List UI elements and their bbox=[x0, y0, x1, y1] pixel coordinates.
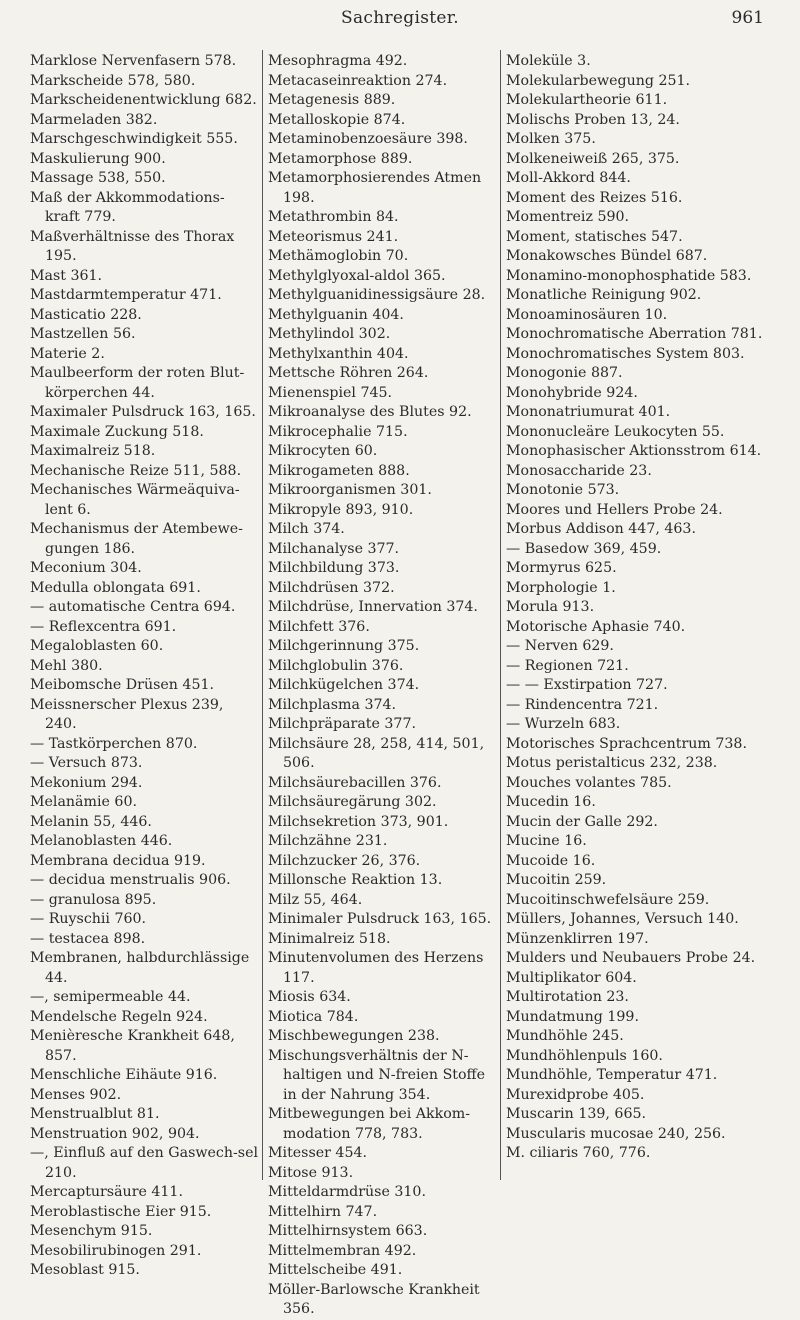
index-entry: Mechanische Reize 511, 588. bbox=[30, 462, 242, 479]
index-entry: Medulla oblongata 691. bbox=[30, 579, 201, 596]
index-entry: Moleküle 3. bbox=[506, 53, 591, 69]
index-entry: Maulbeerform der roten Blut-körperchen 44. bbox=[30, 365, 245, 401]
index-entry: Molekularbewegung 251. bbox=[506, 72, 691, 89]
index-entry: — decidua menstrualis 906. bbox=[30, 872, 231, 888]
index-entry: Millonsche Reaktion 13. bbox=[268, 872, 443, 888]
index-entry: Moment des Reizes 516. bbox=[506, 189, 683, 206]
index-entry: Mesophragma 492. bbox=[268, 53, 408, 69]
index-entry: Mononucleäre Leukocyten 55. bbox=[506, 423, 725, 440]
index-entry: Menses 902. bbox=[30, 1086, 122, 1103]
index-entry: Menstrualblut 81. bbox=[30, 1106, 160, 1122]
page-number: 961 bbox=[731, 8, 764, 28]
index-entry: Maskulierung 900. bbox=[30, 150, 166, 167]
index-entry: Möller-Barlowsche Krankheit 356. bbox=[268, 1281, 480, 1317]
index-entry: Moll-Akkord 844. bbox=[506, 170, 631, 186]
index-entry: Milchglobulin 376. bbox=[268, 657, 404, 674]
index-entry: — — Exstirpation 727. bbox=[506, 677, 668, 693]
index-entry: Monochromatisches System 803. bbox=[506, 345, 745, 362]
index-entry: Momentreiz 590. bbox=[506, 209, 630, 225]
index-entry: Milchgerinnung 375. bbox=[268, 638, 420, 654]
index-entry: Monohybride 924. bbox=[506, 384, 638, 401]
index-entry: Metamorphosierendes Atmen 198. bbox=[268, 170, 482, 206]
index-entry: Molken 375. bbox=[506, 131, 596, 147]
index-entry: Mehl 380. bbox=[30, 657, 103, 674]
index-entry: Mikrocyten 60. bbox=[268, 443, 378, 459]
index-entry: Metalloskopie 874. bbox=[268, 111, 406, 128]
index-entry: Mitbewegungen bei Akkom-modation 778, 783. bbox=[268, 1106, 471, 1142]
index-entry: Milchsekretion 373, 901. bbox=[268, 813, 449, 830]
index-entry: Molekulartheorie 611. bbox=[506, 92, 668, 108]
index-entry: Milz 55, 464. bbox=[268, 891, 363, 908]
index-entry: Massage 538, 550. bbox=[30, 170, 166, 186]
index-entry: — testacea 898. bbox=[30, 930, 146, 947]
index-entry: Milchbildung 373. bbox=[268, 560, 400, 576]
index-entry: Monoaminosäuren 10. bbox=[506, 306, 668, 323]
index-entry: Mittelhirn 747. bbox=[268, 1203, 378, 1220]
index-entry: Monatliche Reinigung 902. bbox=[506, 287, 702, 303]
index-entry: Mendelsche Regeln 924. bbox=[30, 1008, 208, 1025]
index-column-1 bbox=[30, 52, 258, 1281]
index-entry: Motorische Aphasie 740. bbox=[506, 618, 686, 635]
index-entry: — Tastkörperchen 870. bbox=[30, 735, 198, 752]
index-entry: Mucine 16. bbox=[506, 833, 587, 849]
index-entry: Milchzucker 26, 376. bbox=[268, 852, 421, 869]
index-entry: Milchdrüse, Innervation 374. bbox=[268, 599, 478, 615]
index-entry: Murexidprobe 405. bbox=[506, 1086, 645, 1103]
index-entry: Metacaseinreaktion 274. bbox=[268, 72, 448, 89]
index-entry: Markscheidenentwicklung 682. bbox=[30, 92, 257, 108]
index-entry: Mucedin 16. bbox=[506, 794, 596, 810]
index-entry: — Basedow 369, 459. bbox=[506, 540, 662, 557]
index-entry: — Reflexcentra 691. bbox=[30, 618, 177, 635]
index-entry: Milchsäure 28, 258, 414, 501, 506. bbox=[268, 735, 485, 771]
index-entry: Morula 913. bbox=[506, 599, 595, 615]
page-header bbox=[0, 8, 800, 38]
index-entry: Mundatmung 199. bbox=[506, 1008, 639, 1025]
index-entry: — Versuch 873. bbox=[30, 755, 143, 771]
index-entry: Monakowsches Bündel 687. bbox=[506, 248, 708, 264]
index-entry: Mettsche Röhren 264. bbox=[268, 365, 429, 381]
index-entry: Milchsäurebacillen 376. bbox=[268, 774, 442, 791]
index-entry: — Wurzeln 683. bbox=[506, 716, 621, 732]
index-entry: Mikrogameten 888. bbox=[268, 462, 410, 479]
index-entry: Mikroanalyse des Blutes 92. bbox=[268, 404, 472, 420]
index-entry: Mittelhirnsystem 663. bbox=[268, 1223, 428, 1239]
index-entry: Motorisches Sprachcentrum 738. bbox=[506, 735, 747, 752]
index-entry: Moores und Hellers Probe 24. bbox=[506, 501, 723, 518]
index-entry: Methylglyoxal-aldol 365. bbox=[268, 267, 446, 284]
index-column-2 bbox=[268, 52, 496, 1320]
index-entry: Methylguanidinessigsäure 28. bbox=[268, 287, 486, 303]
index-entry: Mundhöhle 245. bbox=[506, 1028, 624, 1044]
index-entry: Mitose 913. bbox=[268, 1164, 354, 1181]
index-entry: Mundhöhle, Temperatur 471. bbox=[506, 1067, 718, 1083]
index-entry: Masticatio 228. bbox=[30, 306, 142, 323]
index-entry: Motus peristalticus 232, 238. bbox=[506, 755, 718, 771]
index-entry: Miotica 784. bbox=[268, 1008, 359, 1025]
index-entry: Maximaler Pulsdruck 163, 165. bbox=[30, 404, 256, 420]
index-entry: Melanämie 60. bbox=[30, 794, 137, 810]
index-entry: Menschliche Eihäute 916. bbox=[30, 1067, 218, 1083]
index-entry: Milchdrüsen 372. bbox=[268, 579, 395, 596]
index-entry: Meroblastische Eier 915. bbox=[30, 1203, 212, 1220]
index-entry: — Ruyschii 760. bbox=[30, 911, 147, 927]
index-entry: Monotonie 573. bbox=[506, 482, 620, 498]
index-entry: Melanin 55, 446. bbox=[30, 813, 152, 830]
index-entry: M. ciliaris 760, 776. bbox=[506, 1145, 651, 1161]
index-entry: Melanoblasten 446. bbox=[30, 833, 173, 849]
index-entry: Membrana decidua 919. bbox=[30, 852, 206, 869]
index-entry: Mucoide 16. bbox=[506, 852, 596, 869]
index-entry: Marschgeschwindigkeit 555. bbox=[30, 131, 238, 147]
index-entry: —, semipermeable 44. bbox=[30, 989, 191, 1005]
index-entry: Mesenchym 915. bbox=[30, 1223, 153, 1239]
index-entry: Molkeneiweiß 265, 375. bbox=[506, 150, 680, 167]
index-entry: Mikropyle 893, 910. bbox=[268, 501, 414, 518]
index-entry: Mienenspiel 745. bbox=[268, 384, 393, 401]
index-entry: Meconium 304. bbox=[30, 560, 142, 576]
index-entry: Mesoblast 915. bbox=[30, 1262, 140, 1278]
index-entry: Muscarin 139, 665. bbox=[506, 1106, 647, 1122]
index-entry: Milchfett 376. bbox=[268, 618, 370, 635]
index-entry: Maß der Akkommodations-kraft 779. bbox=[30, 189, 225, 225]
index-entry: Morphologie 1. bbox=[506, 579, 616, 596]
index-entry: Metathrombin 84. bbox=[268, 209, 399, 225]
page-title: Sachregister. bbox=[341, 8, 459, 28]
index-entry: Mercaptursäure 411. bbox=[30, 1184, 183, 1200]
index-entry: Molischs Proben 13, 24. bbox=[506, 111, 680, 128]
index-entry: Mischbewegungen 238. bbox=[268, 1028, 440, 1044]
index-entry: Milchsäuregärung 302. bbox=[268, 794, 437, 810]
index-entry: Morbus Addison 447, 463. bbox=[506, 521, 696, 537]
index-entry: Maximale Zuckung 518. bbox=[30, 423, 204, 440]
index-entry: — Rindencentra 721. bbox=[506, 696, 659, 713]
index-entry: Methylguanin 404. bbox=[268, 306, 404, 323]
index-entry: Monophasischer Aktionsstrom 614. bbox=[506, 443, 762, 459]
index-entry: Membranen, halbdurchlässige 44. bbox=[30, 950, 250, 986]
index-column-3 bbox=[506, 52, 768, 1164]
index-entry: Mechanisches Wärmeäquiva-lent 6. bbox=[30, 482, 240, 518]
index-entry: Mouches volantes 785. bbox=[506, 774, 672, 791]
index-entry: Menstruation 902, 904. bbox=[30, 1125, 200, 1142]
index-columns bbox=[0, 52, 800, 1317]
index-entry: Maximalreiz 518. bbox=[30, 443, 156, 459]
index-entry: Mikrocephalie 715. bbox=[268, 423, 408, 440]
index-entry: Mitteldarmdrüse 310. bbox=[268, 1184, 426, 1200]
index-entry: Maßverhältnisse des Thorax 195. bbox=[30, 228, 235, 264]
index-entry: Mastdarmtemperatur 471. bbox=[30, 287, 222, 303]
index-entry: Meissnerscher Plexus 239, 240. bbox=[30, 696, 224, 732]
index-entry: Mucin der Galle 292. bbox=[506, 813, 658, 830]
index-entry: Monogonie 887. bbox=[506, 365, 623, 381]
index-entry: Milch 374. bbox=[268, 521, 345, 537]
index-entry: Methylindol 302. bbox=[268, 326, 391, 342]
index-entry: — automatische Centra 694. bbox=[30, 599, 236, 615]
index-entry: — granulosa 895. bbox=[30, 891, 157, 908]
index-entry: Monochromatische Aberration 781. bbox=[506, 326, 763, 342]
index-entry: Miosis 634. bbox=[268, 989, 351, 1005]
index-entry: Metagenesis 889. bbox=[268, 92, 396, 108]
index-entry: Minimaler Pulsdruck 163, 165. bbox=[268, 911, 492, 927]
index-entry: — Nerven 629. bbox=[506, 638, 614, 654]
index-entry: Mittelscheibe 491. bbox=[268, 1262, 403, 1278]
index-entry: Muscularis mucosae 240, 256. bbox=[506, 1125, 726, 1142]
index-entry: Multiplikator 604. bbox=[506, 969, 637, 986]
index-entry: Mischungsverhältnis der N-haltigen und N-freien Stoffe in der Nahrung 354. bbox=[268, 1047, 486, 1103]
index-entry: Mittelmembran 492. bbox=[268, 1242, 417, 1259]
index-entry: Mulders und Neubauers Probe 24. bbox=[506, 950, 756, 966]
index-entry: Materie 2. bbox=[30, 345, 105, 362]
index-entry: Milchpräparate 377. bbox=[268, 716, 416, 732]
index-entry: Monamino-monophosphatide 583. bbox=[506, 267, 752, 284]
index-entry: Minutenvolumen des Herzens 117. bbox=[268, 950, 484, 986]
index-entry: Megaloblasten 60. bbox=[30, 638, 164, 654]
index-entry: Milchkügelchen 374. bbox=[268, 677, 420, 693]
index-entry: Milchzähne 231. bbox=[268, 833, 388, 849]
index-entry: Mechanismus der Atembewe-gungen 186. bbox=[30, 521, 243, 557]
index-entry: Mast 361. bbox=[30, 267, 103, 284]
index-entry: Mitesser 454. bbox=[268, 1145, 368, 1161]
index-entry: Monosaccharide 23. bbox=[506, 462, 652, 479]
index-entry: Methylxanthin 404. bbox=[268, 345, 409, 362]
index-entry: Metamorphose 889. bbox=[268, 150, 413, 167]
index-entry: Mononatriumurat 401. bbox=[506, 404, 671, 420]
index-entry: Müllers, Johannes, Versuch 140. bbox=[506, 911, 739, 927]
index-entry: Meteorismus 241. bbox=[268, 228, 399, 245]
index-entry: Marklose Nervenfasern 578. bbox=[30, 53, 237, 69]
index-entry: Milchplasma 374. bbox=[268, 696, 397, 713]
index-entry: Mastzellen 56. bbox=[30, 326, 136, 342]
index-entry: Mesobilirubinogen 291. bbox=[30, 1242, 202, 1259]
index-entry: Markscheide 578, 580. bbox=[30, 72, 196, 89]
index-entry: Münzenklirren 197. bbox=[506, 930, 649, 947]
index-entry: Metaminobenzoesäure 398. bbox=[268, 131, 468, 147]
index-entry: Methämoglobin 70. bbox=[268, 248, 409, 264]
index-entry: Mekonium 294. bbox=[30, 774, 143, 791]
index-entry: Minimalreiz 518. bbox=[268, 930, 391, 947]
index-entry: Menièresche Krankheit 648, 857. bbox=[30, 1028, 235, 1064]
index-entry: Moment, statisches 547. bbox=[506, 228, 683, 245]
index-entry: — Regionen 721. bbox=[506, 657, 629, 674]
index-entry: Milchanalyse 377. bbox=[268, 540, 400, 557]
index-entry: Marmeladen 382. bbox=[30, 111, 158, 128]
index-entry: Meibomsche Drüsen 451. bbox=[30, 677, 215, 693]
index-entry: Mundhöhlenpuls 160. bbox=[506, 1047, 663, 1064]
index-entry: Mucoitinschwefelsäure 259. bbox=[506, 891, 710, 908]
index-entry: Multirotation 23. bbox=[506, 989, 629, 1005]
index-entry: —, Einfluß auf den Gaswech-sel 210. bbox=[30, 1145, 259, 1181]
index-entry: Mormyrus 625. bbox=[506, 560, 617, 576]
index-entry: Mucoitin 259. bbox=[506, 872, 607, 888]
index-entry: Mikroorganismen 301. bbox=[268, 482, 432, 498]
